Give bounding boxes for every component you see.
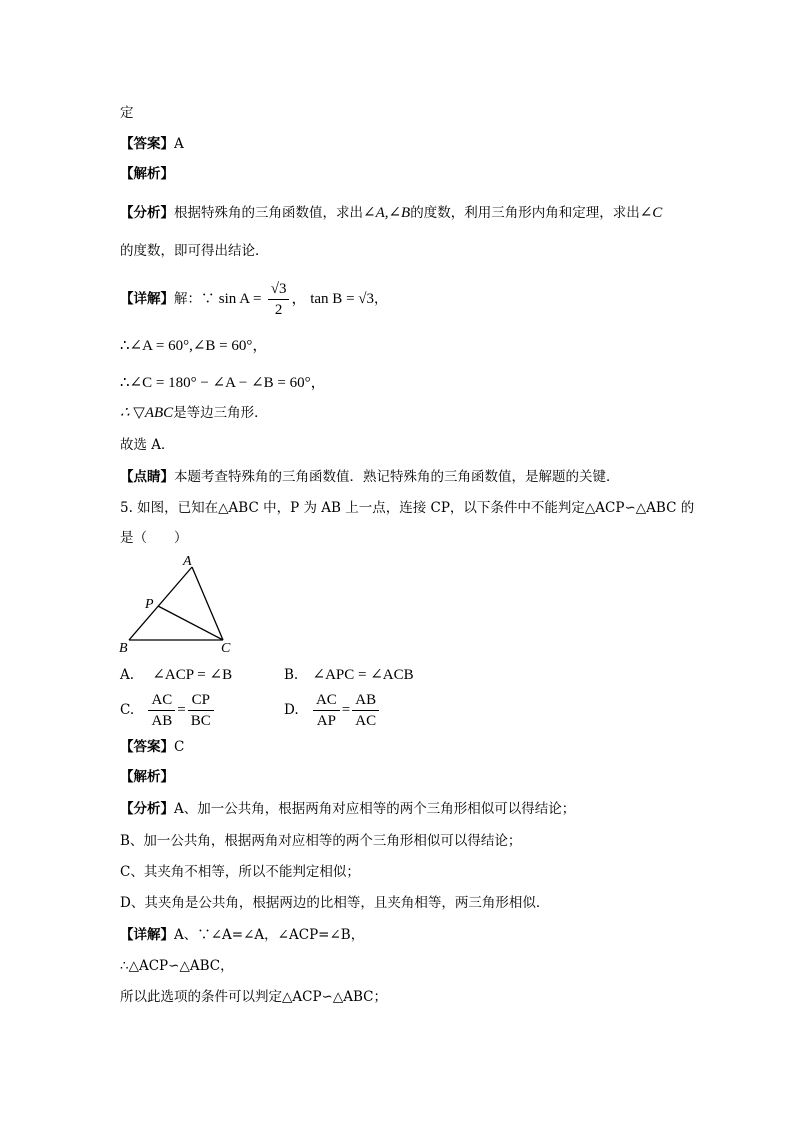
fraction-numerator: CP	[188, 690, 214, 711]
segment-cp	[158, 606, 223, 640]
option-d-fraction-2	[352, 690, 379, 731]
label-p: P	[145, 597, 154, 612]
fraction-denominator: AC	[355, 713, 377, 729]
edge-ab	[129, 567, 192, 640]
fenxi-line-b-q5: B、加一公共角，根据两角对应相等的两个三角形相似可以得结论；	[120, 833, 522, 849]
question-5-line1: 5. 如图，已知在△ABC 中，P 为 AB 上一点，连接 CP，以下条件中不能判定△ACP∽△ABC 的	[120, 500, 695, 516]
detail-line-a-q5	[120, 926, 364, 944]
detail-tag: 【详解】	[120, 291, 174, 307]
detail-text-a: A、∵∠A=∠A，∠ACP=∠B，	[174, 927, 365, 943]
equals-sign: =	[341, 702, 351, 718]
fenxi-line2-q4: 的度数，即可得出结论．	[120, 243, 269, 259]
triangle-abc-math: ∴ ▽ABC	[120, 405, 174, 421]
edge-ac	[192, 567, 223, 640]
fraction-denominator: AP	[316, 713, 336, 729]
fenxi-math-a: ∠A,∠B	[363, 205, 411, 221]
option-a-text: ∠ACP = ∠B	[152, 667, 233, 683]
sin-expression: sin A =	[218, 291, 262, 307]
continuation-text: 定	[120, 105, 134, 121]
fraction-denominator: BC	[190, 713, 211, 729]
question-5-line2: 是（ ）	[120, 530, 188, 546]
fenxi-text-a: A、加一公共角，根据两角对应相等的两个三角形相似可以得结论；	[174, 801, 576, 817]
sqrt3-over-2-fraction	[268, 279, 290, 320]
fenxi-text-b: 的度数，利用三角形内角和定理，求出	[410, 205, 640, 221]
fraction-numerator: AB	[352, 690, 379, 711]
fenxi-tag: 【分析】	[120, 801, 174, 817]
fenxi-tag: 【分析】	[120, 205, 174, 221]
option-a-label: A.	[120, 667, 135, 683]
option-c-fraction-2	[188, 690, 214, 731]
choose-line: 故选 A．	[120, 437, 175, 453]
dianjing-tag: 【点睛】	[120, 469, 174, 485]
analysis-tag-q4	[120, 165, 174, 183]
answer-value: A	[174, 136, 184, 152]
option-b	[284, 666, 414, 684]
analysis-tag: 【解析】	[120, 166, 174, 182]
detail-end: ，	[374, 291, 388, 307]
fenxi-line-d-q5: D、其夹角是公共角，根据两边的比相等，且夹角相等，两三角形相似．	[120, 895, 550, 911]
option-d	[284, 689, 381, 731]
label-b: B	[119, 641, 128, 656]
answer-tag: 【答案】	[120, 739, 174, 755]
answer-line-q5	[120, 738, 184, 756]
equals-sign: =	[177, 702, 186, 718]
option-d-label: D.	[284, 702, 299, 718]
analysis-tag-q5	[120, 768, 174, 786]
answer-tag: 【答案】	[120, 136, 174, 152]
step-angles: ∴∠A = 60°,∠B = 60°，	[120, 338, 268, 354]
option-c-fraction-1	[148, 690, 175, 731]
dianjing-line	[120, 468, 620, 486]
label-c: C	[221, 641, 231, 656]
detail-text: 解：∵	[174, 291, 215, 307]
detail-therefore-q5: ∴△ACP∽△ABC，	[120, 958, 234, 974]
dianjing-text: 本题考查特殊角的三角函数值．熟记特殊角的三角函数值，是解题的关键．	[174, 469, 620, 485]
analysis-tag: 【解析】	[120, 769, 174, 785]
answer-value: C	[174, 739, 185, 755]
fenxi-text-a: 根据特殊角的三角函数值，求出	[174, 205, 363, 221]
fenxi-line-c-q5: C、其夹角不相等，所以不能判定相似；	[120, 864, 360, 880]
fenxi-math-b: ∠C	[639, 205, 663, 221]
answer-line-q4	[120, 135, 184, 153]
step-angle-c: ∴∠C = 180° − ∠A − ∠B = 60°，	[120, 375, 326, 391]
fraction-numerator: √3	[268, 279, 290, 300]
detail-tag: 【详解】	[120, 927, 174, 943]
detail-line-q4	[120, 278, 388, 320]
tan-value: √3	[358, 291, 375, 307]
detail-conclusion-q5: 所以此选项的条件可以判定△ACP∽△ABC；	[120, 989, 387, 1005]
fraction-denominator: AB	[151, 713, 173, 729]
triangle-figure	[112, 552, 242, 656]
tan-expression: ， tan B =	[291, 291, 359, 307]
option-b-label: B.	[284, 667, 299, 683]
step-equilateral	[120, 404, 268, 422]
option-c	[120, 689, 216, 731]
label-a: A	[183, 554, 192, 569]
fenxi-line-q4	[120, 204, 662, 222]
option-b-text: ∠APC = ∠ACB	[312, 667, 414, 683]
option-c-label: C.	[120, 702, 135, 718]
option-a	[120, 666, 232, 684]
equilateral-text: 是等边三角形．	[173, 405, 268, 421]
fraction-denominator: 2	[274, 302, 283, 318]
option-d-fraction-1	[313, 690, 340, 731]
fraction-numerator: AC	[313, 690, 340, 711]
fenxi-line-a-q5	[120, 800, 575, 818]
fraction-numerator: AC	[148, 690, 175, 711]
